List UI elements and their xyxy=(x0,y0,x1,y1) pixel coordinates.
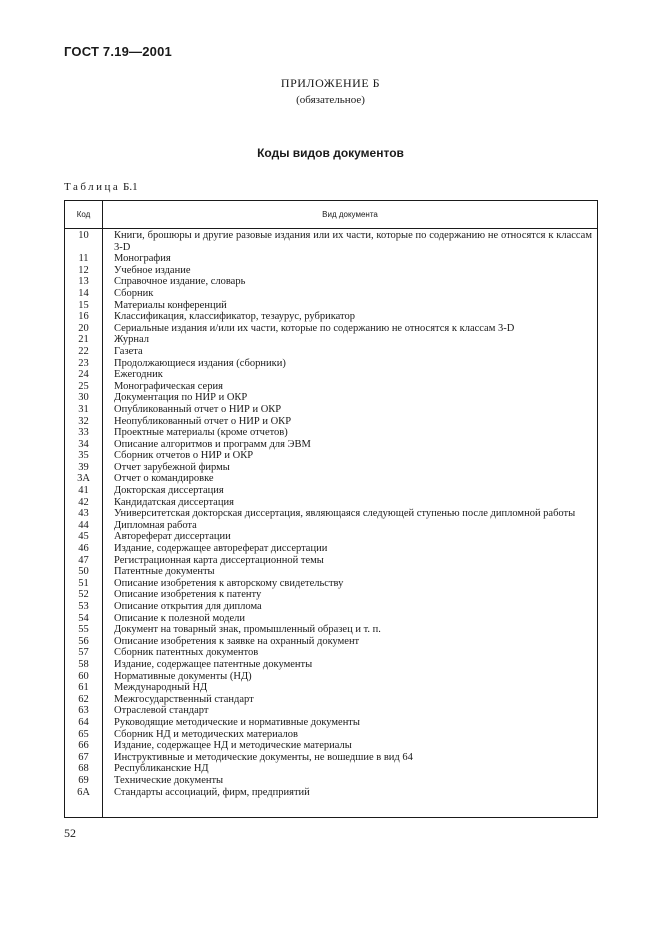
row-code: 47 xyxy=(78,554,89,566)
table-row xyxy=(65,647,597,659)
row-description: Газета xyxy=(114,345,143,357)
table-row xyxy=(65,265,597,277)
table-row xyxy=(65,566,597,578)
row-description: Неопубликованный отчет о НИР и ОКР xyxy=(114,415,292,427)
row-code: 20 xyxy=(78,322,89,334)
row-description: Документ на товарный знак, промышленный образец и т. п. xyxy=(114,624,381,636)
row-description: Монография xyxy=(114,253,171,265)
row-code: 53 xyxy=(78,601,89,612)
appendix-title: ПРИЛОЖЕНИЕ Б xyxy=(280,76,381,90)
row-code: 57 xyxy=(78,647,89,659)
row-code: 44 xyxy=(78,519,89,531)
table-row xyxy=(65,369,597,381)
row-code: 22 xyxy=(78,345,89,357)
row-code: 6А xyxy=(77,786,90,798)
row-code: 14 xyxy=(78,287,89,299)
table-row xyxy=(65,740,597,752)
table-row xyxy=(65,404,597,416)
row-description: Описание к полезной модели xyxy=(114,612,245,624)
table-row xyxy=(65,427,597,439)
row-code: 56 xyxy=(78,635,89,647)
row-code: 13 xyxy=(78,276,89,288)
row-code: 67 xyxy=(78,751,89,763)
row-description: Инструктивные и методические документы, не вошедшие в вид 64 xyxy=(114,751,413,763)
table-row xyxy=(65,671,597,683)
row-code: 39 xyxy=(78,461,89,473)
row-description: Классификация, классификатор, тезаурус, рубрикатор xyxy=(114,311,355,323)
table-row xyxy=(65,601,597,613)
table-row xyxy=(65,462,597,474)
row-code: 66 xyxy=(78,740,89,752)
table-row xyxy=(65,763,597,775)
row-description: Издание, содержащее патентные документы xyxy=(114,658,313,670)
section-title: Коды видов документов xyxy=(257,146,404,160)
row-description: Сборник НД и методических материалов xyxy=(114,728,298,740)
table-row xyxy=(65,346,597,358)
table-row xyxy=(65,485,597,497)
row-code: 51 xyxy=(78,577,89,589)
table-row xyxy=(65,705,597,717)
row-description: Материалы конференций xyxy=(114,299,227,311)
row-description: Издание, содержащее автореферат диссертации xyxy=(114,543,328,555)
table-row xyxy=(65,311,597,323)
row-code: 15 xyxy=(78,299,89,311)
table-row xyxy=(65,439,597,451)
row-code: 63 xyxy=(78,705,89,717)
row-code: 35 xyxy=(78,450,89,462)
row-description: Учебное издание xyxy=(114,264,191,276)
table-body xyxy=(65,230,597,798)
row-code: 65 xyxy=(78,728,89,740)
row-description: Отраслевой стандарт xyxy=(114,705,209,717)
row-code: 52 xyxy=(78,589,89,601)
row-description: Технические документы xyxy=(114,774,224,786)
table-row xyxy=(65,416,597,428)
document-types-table xyxy=(64,200,598,818)
row-code: 46 xyxy=(78,543,89,555)
table-row xyxy=(65,230,597,253)
table-row xyxy=(65,253,597,265)
table-row xyxy=(65,752,597,764)
row-description: Докторская диссертация xyxy=(114,485,224,497)
row-description: Кандидатская диссертация xyxy=(114,496,234,508)
row-code: 58 xyxy=(78,658,89,670)
table-row xyxy=(65,473,597,485)
row-description: Руководящие методические и нормативные документы xyxy=(114,716,360,728)
table-caption xyxy=(64,181,138,193)
table-row xyxy=(65,682,597,694)
row-code: 33 xyxy=(78,427,89,439)
row-code: 31 xyxy=(78,403,89,415)
table-row xyxy=(65,450,597,462)
row-description: Издание, содержащее НД и методические материалы xyxy=(114,740,352,752)
row-description: Документация по НИР и ОКР xyxy=(114,392,248,404)
table-row xyxy=(65,520,597,532)
row-description: Отчет зарубежной фирмы xyxy=(114,461,230,473)
row-description: Описание открытия для диплома xyxy=(114,601,262,612)
row-code: 21 xyxy=(78,334,89,346)
row-code: 43 xyxy=(78,508,89,520)
row-code: 34 xyxy=(78,438,89,450)
row-code: 3А xyxy=(77,473,90,485)
table-row xyxy=(65,578,597,590)
row-description: Межгосударственный стандарт xyxy=(114,693,254,705)
table-row xyxy=(65,555,597,567)
table-row xyxy=(65,543,597,555)
row-code: 24 xyxy=(78,369,89,381)
table-row xyxy=(65,775,597,787)
row-code: 23 xyxy=(78,357,89,369)
row-code: 45 xyxy=(78,531,89,543)
table-row xyxy=(65,334,597,346)
row-code: 12 xyxy=(78,264,89,276)
table-row xyxy=(65,300,597,312)
row-code: 16 xyxy=(78,311,89,323)
row-description: Описание изобретения к патенту xyxy=(114,589,262,601)
row-description: Отчет о командировке xyxy=(114,473,214,485)
table-row xyxy=(65,787,597,799)
table-row xyxy=(65,288,597,300)
row-code: 10 xyxy=(78,230,89,241)
row-code: 60 xyxy=(78,670,89,682)
row-code: 41 xyxy=(78,485,89,497)
row-description: Регистрационная карта диссертационной темы xyxy=(114,554,324,566)
row-description: Автореферат диссертации xyxy=(114,531,231,543)
row-description: Описание изобретения к авторскому свидетельству xyxy=(114,577,344,589)
table-row xyxy=(65,659,597,671)
table-row xyxy=(65,508,597,520)
row-description: Опубликованный отчет о НИР и ОКР xyxy=(114,403,282,415)
row-code: 30 xyxy=(78,392,89,404)
table-row xyxy=(65,323,597,335)
table-row xyxy=(65,392,597,404)
row-description: Республиканские НД xyxy=(114,763,209,775)
table-row xyxy=(65,497,597,509)
row-description: Описание изобретения к заявке на охранный документ xyxy=(114,635,360,647)
row-description: Международный НД xyxy=(114,682,208,694)
row-description: Сборник патентных документов xyxy=(114,647,259,659)
row-description: Ежегодник xyxy=(114,369,163,381)
page-number: 52 xyxy=(64,826,76,840)
header-code: Код xyxy=(76,210,91,219)
row-code: 25 xyxy=(78,380,89,392)
table-header xyxy=(65,201,597,229)
table-row xyxy=(65,729,597,741)
row-code: 62 xyxy=(78,693,89,705)
row-description: Проектные материалы (кроме отчетов) xyxy=(114,427,288,439)
table-row xyxy=(65,624,597,636)
row-code: 32 xyxy=(78,415,89,427)
row-description: Книги, брошюры и другие разовые издания или их части, которые по содержанию не относятся к классам 3-D xyxy=(114,230,592,253)
row-code: 68 xyxy=(78,763,89,775)
row-description: Стандарты ассоциаций, фирм, предприятий xyxy=(114,786,310,798)
table-row xyxy=(65,694,597,706)
row-description: Сборник xyxy=(114,287,154,299)
table-row xyxy=(65,381,597,393)
row-description: Дипломная работа xyxy=(114,519,197,531)
table-caption-number: Б.1 xyxy=(123,181,138,193)
row-code: 61 xyxy=(78,682,89,694)
row-code: 54 xyxy=(78,612,89,624)
table-caption-label: Таблица xyxy=(64,181,121,193)
row-code: 64 xyxy=(78,716,89,728)
row-description: Патентные документы xyxy=(114,566,215,578)
row-code: 50 xyxy=(78,566,89,578)
document-header: ГОСТ 7.19—2001 xyxy=(64,44,172,59)
row-code: 69 xyxy=(78,774,89,786)
table-row xyxy=(65,589,597,601)
appendix-subtitle: (обязательное) xyxy=(296,94,365,106)
row-description: Сериальные издания и/или их части, которые по содержанию не относятся к классам 3-D xyxy=(114,322,515,334)
row-description: Нормативные документы (НД) xyxy=(114,670,252,682)
row-code: 11 xyxy=(78,253,89,265)
row-code: 42 xyxy=(78,496,89,508)
table-row xyxy=(65,636,597,648)
row-description: Журнал xyxy=(114,334,150,346)
header-document-type: Вид документа xyxy=(322,210,378,219)
table-row xyxy=(65,358,597,370)
row-description: Продолжающиеся издания (сборники) xyxy=(114,357,286,369)
row-description: Сборник отчетов о НИР и ОКР xyxy=(114,450,254,462)
row-description: Описание алгоритмов и программ для ЭВМ xyxy=(114,438,311,450)
row-description: Справочное издание, словарь xyxy=(114,276,246,288)
table-row xyxy=(65,613,597,625)
table-row xyxy=(65,717,597,729)
table-row xyxy=(65,531,597,543)
row-description: Университетская докторская диссертация, являющаяся следующей ступенью после дипломной работы xyxy=(114,508,576,520)
row-code: 55 xyxy=(78,624,89,636)
table-row xyxy=(65,276,597,288)
row-description: Монографическая серия xyxy=(114,380,223,392)
